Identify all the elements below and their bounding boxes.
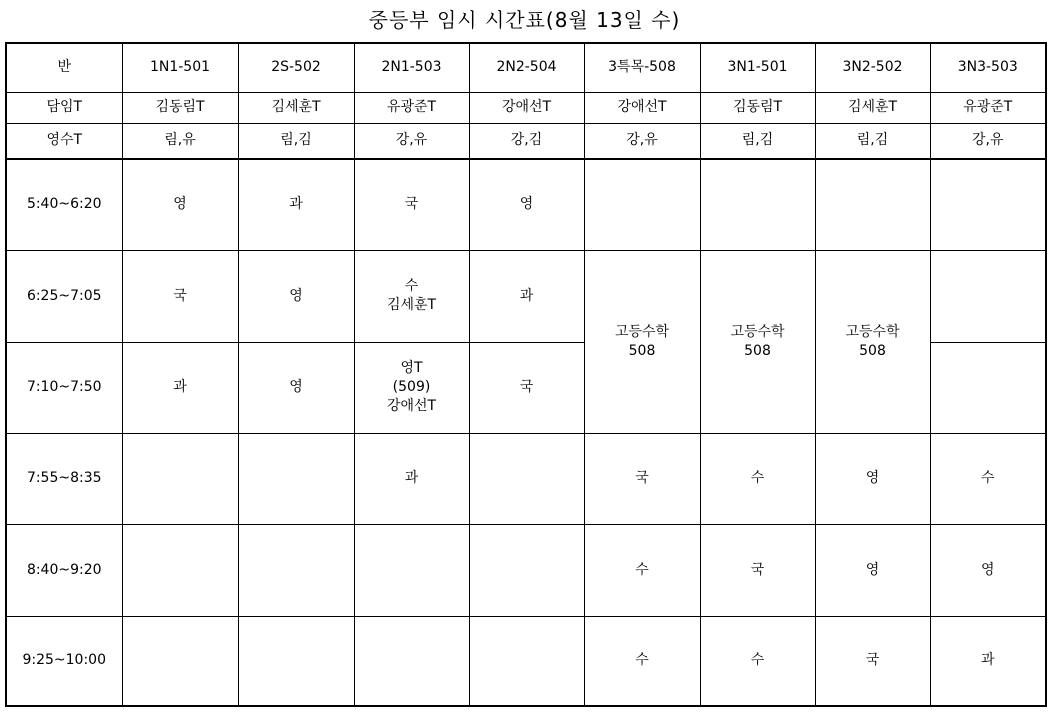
subject-cell: 과: [930, 616, 1046, 706]
class-header: 2S-502: [238, 43, 354, 92]
subject-cell: [930, 342, 1046, 433]
homeroom-cell: 유광준T: [354, 92, 469, 123]
subject-cell: [238, 524, 354, 616]
teacher-cell: 림,김: [700, 123, 815, 159]
subject-text: 영T: [400, 360, 423, 377]
class-header: 2N1-503: [354, 43, 469, 92]
merged-cell: [700, 250, 815, 433]
subject-cell: 영: [238, 342, 354, 433]
subject-cell: 영: [815, 524, 930, 616]
period-time: 9:25~10:00: [6, 616, 122, 706]
subject-cell: 영: [122, 159, 238, 250]
class-header: 3특목-508: [584, 43, 700, 92]
subject-cell: [700, 159, 815, 250]
period-time: 7:10~7:50: [6, 342, 122, 433]
subject-cell: 국: [584, 433, 700, 524]
homeroom-cell: 김세훈T: [238, 92, 354, 123]
subject-cell: 영: [815, 433, 930, 524]
teacher-cell: 강,김: [469, 123, 584, 159]
homeroom-cell: 김세훈T: [815, 92, 930, 123]
subject-cell: 과: [354, 433, 469, 524]
period-row: [6, 616, 1046, 706]
subject-cell: 국: [469, 342, 584, 433]
subject-cell: 영: [238, 250, 354, 342]
homeroom-cell: 강애선T: [584, 92, 700, 123]
row-label: 담임T: [6, 92, 122, 123]
class-header: 3N1-501: [700, 43, 815, 92]
teacher-cell: 림,김: [238, 123, 354, 159]
subject-cell: [584, 159, 700, 250]
teacher-text: 강애선T: [386, 397, 437, 414]
merged-subject: 고등수학: [845, 323, 900, 340]
homeroom-cell: 강애선T: [469, 92, 584, 123]
subject-cell: [469, 616, 584, 706]
class-header: 3N3-503: [930, 43, 1046, 92]
subject-cell: 수: [700, 616, 815, 706]
timetable: [5, 42, 1047, 707]
period-row: [6, 524, 1046, 616]
period-row: [6, 433, 1046, 524]
merged-cell: [815, 250, 930, 433]
subject-cell: 국: [700, 524, 815, 616]
page-title: 중등부 임시 시간표(8월 13일 수): [368, 8, 681, 32]
subject-cell: [238, 616, 354, 706]
period-time: 5:40~6:20: [6, 159, 122, 250]
merged-room: 508: [744, 342, 771, 359]
subject-cell: 수: [584, 524, 700, 616]
subject-cell: 수: [930, 433, 1046, 524]
subject-cell: [122, 616, 238, 706]
subject-cell: 수: [700, 433, 815, 524]
merged-subject: 고등수학: [614, 323, 670, 340]
subject-cell-multi: [354, 250, 469, 342]
subject-cell: [469, 524, 584, 616]
homeroom-cell: 유광준T: [930, 92, 1046, 123]
homeroom-cell: 김동림T: [122, 92, 238, 123]
subject-cell: [122, 433, 238, 524]
class-header: 3N2-502: [815, 43, 930, 92]
class-header: 1N1-501: [122, 43, 238, 92]
subject-cell: 수: [584, 616, 700, 706]
merged-room: 508: [859, 342, 886, 359]
teacher-text: 김세훈T: [386, 297, 437, 313]
subject-cell: [354, 616, 469, 706]
header-row: [6, 43, 1046, 92]
period-time: 6:25~7:05: [6, 250, 122, 342]
subject-cell-multi: [354, 342, 469, 433]
teacher-cell: 강,유: [584, 123, 700, 159]
row-label: 영수T: [6, 123, 122, 159]
homeroom-row: [6, 92, 1046, 123]
subject-cell: 국: [122, 250, 238, 342]
teacher-cell: 강,유: [930, 123, 1046, 159]
class-header: 2N2-504: [469, 43, 584, 92]
subject-cell: 과: [122, 342, 238, 433]
merged-subject: 고등수학: [730, 323, 785, 340]
subject-text: 수: [404, 278, 419, 295]
merged-room: 508: [628, 342, 656, 359]
homeroom-cell: 김동림T: [700, 92, 815, 123]
header-label: 반: [6, 43, 122, 92]
subject-cell: 국: [815, 616, 930, 706]
subject-cell: [238, 433, 354, 524]
room-text: (509): [392, 379, 431, 396]
period-time: 8:40~9:20: [6, 524, 122, 616]
subject-cell: 과: [469, 250, 584, 342]
period-row: [6, 250, 1046, 342]
teacher-cell: 림,유: [122, 123, 238, 159]
period-time: 7:55~8:35: [6, 433, 122, 524]
subject-cell: [930, 159, 1046, 250]
teacher-cell: 강,유: [354, 123, 469, 159]
subject-cell: [354, 524, 469, 616]
subject-cell: 국: [354, 159, 469, 250]
subject-cell: [815, 159, 930, 250]
subject-cell: [469, 433, 584, 524]
subject-cell: 영: [469, 159, 584, 250]
period-row: [6, 159, 1046, 250]
subject-cell: [122, 524, 238, 616]
merged-cell: [584, 250, 700, 433]
subject-cell: [930, 250, 1046, 342]
english-math-row: [6, 123, 1046, 159]
teacher-cell: 림,김: [815, 123, 930, 159]
subject-cell: 과: [238, 159, 354, 250]
subject-cell: 영: [930, 524, 1046, 616]
